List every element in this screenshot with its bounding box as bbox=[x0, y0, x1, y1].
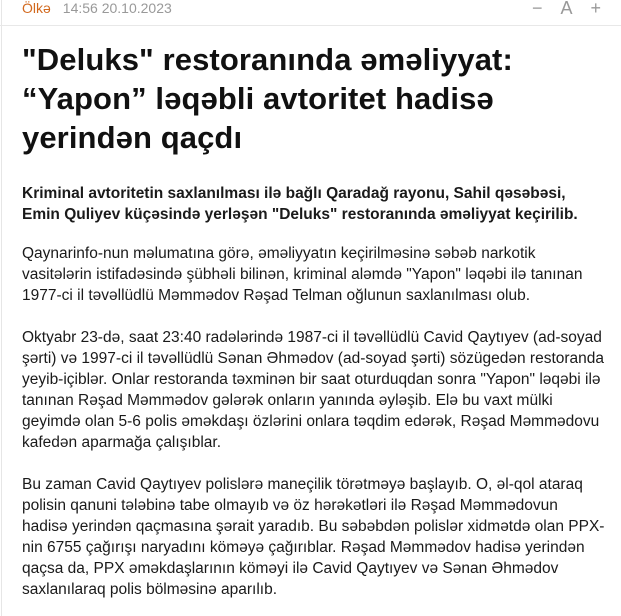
category-link[interactable]: Ölkə bbox=[22, 0, 51, 16]
article-paragraph: Oktyabr 23-də, saat 23:40 radələrində 1987-ci il təvəllüdlü Cavid Qaytıyev (ad-soyad şərti) və 1997-ci il təvəllüdlü Sənan Əhmədov (ad-soyad şərti) sözügedən restoranda yeyib-içiblər. Onlar restoranda təxminən bir saat oturduqdan sonra "Yapon" ləqəbi ilə tanınan Rəşad Məmmədov gələrək onların yanında əyləşib. Elə bu vaxt mülki geyimdə olan 5-6 polis əməkdaşı özlərini onlara təqdim edərək, Rəşad Məmmədovu kafedən aparmağa çalışıblar. bbox=[22, 329, 605, 451]
article-lead: Kriminal avtoritetin saxlanılması ilə bağlı Qaradağ rayonu, Sahil qəsəbəsi, Emin Quliyev küçəsində yerləşən "Deluks" restoranında əməliyyat keçirilib. bbox=[22, 185, 578, 223]
font-increase-button[interactable]: + bbox=[590, 0, 601, 18]
font-decrease-button[interactable]: − bbox=[531, 0, 543, 18]
article-title: "Deluks" restoranında əməliyyat: “Yapon” ləqəbli avtoritet hadisə yerindən qaçdı bbox=[22, 42, 513, 155]
publish-datetime: 14:56 20.10.2023 bbox=[62, 0, 172, 16]
article-meta-bar bbox=[0, 0, 621, 26]
font-size-label: A bbox=[560, 0, 573, 18]
page-border bbox=[1, 0, 2, 616]
article bbox=[22, 40, 607, 600]
article-paragraph: Bu zaman Cavid Qaytıyev polislərə maneçilik törətməyə başlayıb. O, əl-qol ataraq polisin qanuni tələbinə tabe olmayıb və öz hərəkətləri ilə Rəşad Məmmədovun hadisə yerindən qaçmasına şərait yaradıb. Bu səbəbdən polislər xidmətdə olan PPX-nin 6755 çağırışı naryadını köməyə çağırıblar. Rəşad Məmmədov hadisə yerindən qaçsa da, PPX əməkdaşlarının köməyi ilə Cavid Qaytıyev və Sənan Əhmədov saxlanılaraq polis bölməsinə aparılıb. bbox=[22, 476, 605, 598]
font-size-controls bbox=[532, 0, 601, 25]
article-paragraph: Qaynarinfo-nun məlumatına görə, əməliyyatın keçirilməsinə səbəb narkotik vasitələrin istifadəsində şübhəli bilinən, kriminal aləmdə "Yapon" ləqəbi ilə tanınan 1977-ci il təvəllüdlü Məmmədov Rəşad Telman oğlunun saxlanılması olub. bbox=[22, 245, 583, 304]
